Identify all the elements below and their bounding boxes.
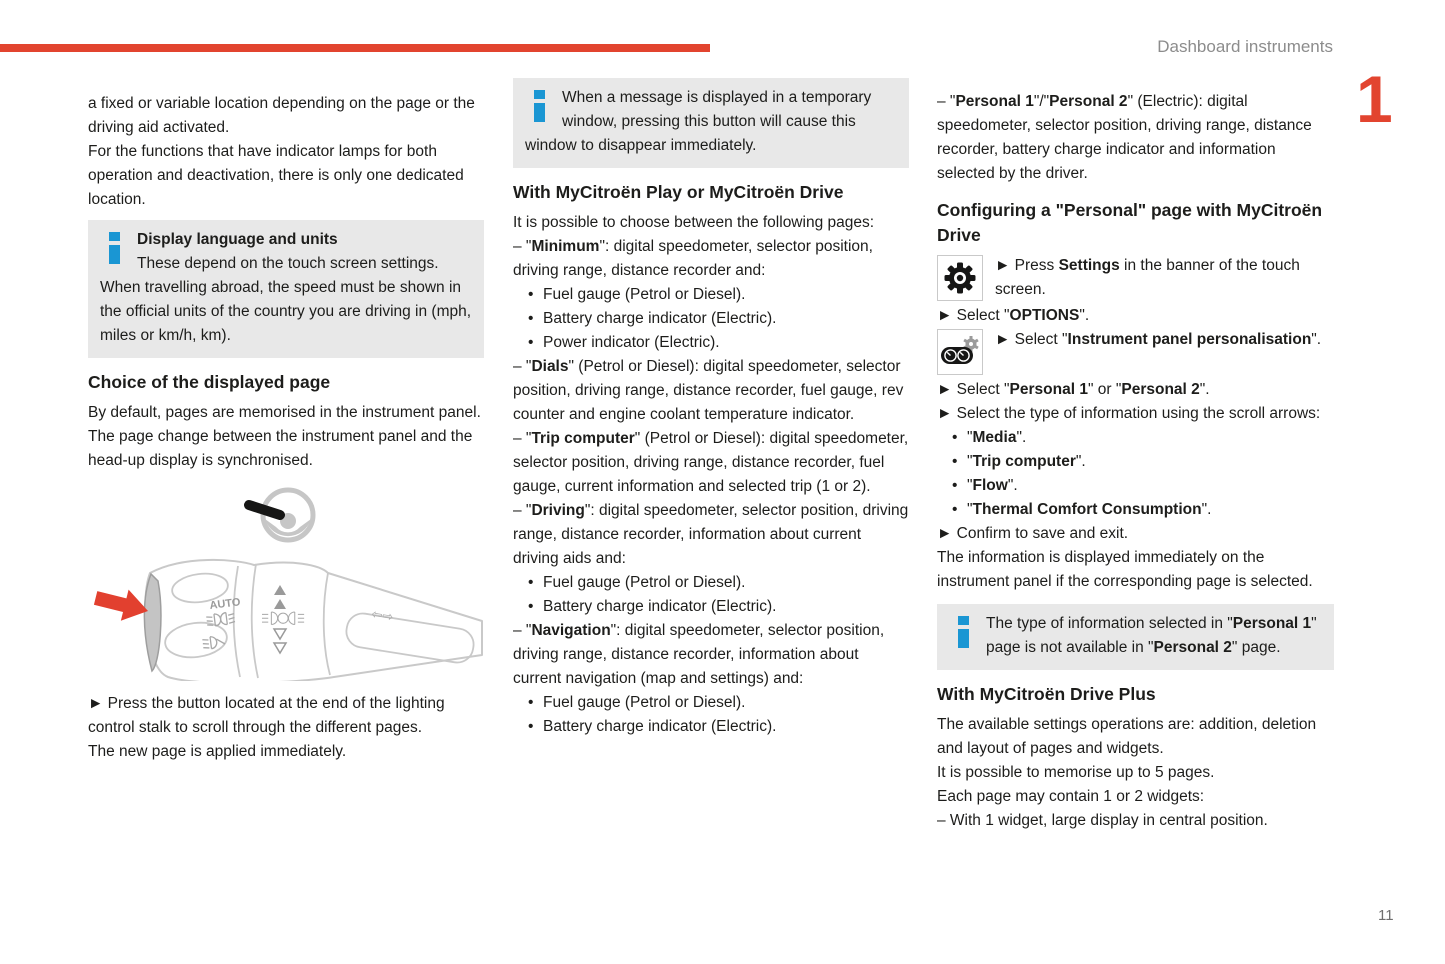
list-item: – "Driving": digital speedometer, selector position, driving range, distance recorder, information about current driving aids and:: [513, 502, 909, 567]
info-box-display-language: [88, 220, 484, 358]
paragraph: The new page is applied immediately.: [88, 743, 347, 760]
list-subitem: • Battery charge indicator (Electric).: [513, 595, 909, 619]
paragraph: – With 1 widget, large display in central position.: [937, 812, 1268, 829]
list-subitem: • Fuel gauge (Petrol or Diesel).: [513, 691, 909, 715]
list-subitem: • Battery charge indicator (Electric).: [513, 715, 909, 739]
instruction-step: ► Press the button located at the end of the lighting control stalk to scroll through the different pages.: [88, 695, 445, 736]
chapter-number: 1: [1356, 62, 1393, 136]
list-item: – "Minimum": digital speedometer, selector position, driving range, distance recorder and:: [513, 238, 873, 279]
instruction-step: ► Confirm to save and exit.: [937, 525, 1129, 542]
instruction-step: ► Select the type of information using the scroll arrows:: [937, 405, 1321, 422]
list-subitem: • "Trip computer".: [937, 450, 1334, 474]
list-subitem: • Fuel gauge (Petrol or Diesel).: [513, 283, 909, 307]
section-heading: With MyCitroën Play or MyCitroën Drive: [513, 182, 844, 202]
section-heading: With MyCitroën Drive Plus: [937, 684, 1156, 704]
steering-wheel-icon: [249, 490, 313, 540]
settings-gear-icon: [937, 255, 983, 301]
page-header-title: Dashboard instruments: [1157, 37, 1333, 56]
list-subitem: • "Media".: [937, 426, 1334, 450]
list-item: – "Trip computer" (Petrol or Diesel): digital speedometer, selector position, driving range, distance recorder, fuel gauge, current information and selected trip (1 or 2).: [513, 430, 909, 495]
lighting-stalk-illustration: [88, 483, 484, 686]
paragraph: It is possible to memorise up to 5 pages.: [937, 764, 1215, 781]
turn-indicator-glyph: ⇦⇨: [370, 606, 395, 625]
info-icon: [958, 616, 969, 648]
info-box-temporary-window: [513, 78, 909, 168]
list-subitem: • "Flow".: [937, 474, 1334, 498]
list-subitem: • "Thermal Comfort Consumption".: [937, 498, 1334, 522]
list-subitem: • Power indicator (Electric).: [513, 331, 909, 355]
section-heading: Configuring a "Personal" page with MyCitroën Drive: [937, 200, 1323, 245]
stalk-body: [144, 560, 482, 681]
paragraph: a fixed or variable location depending on the page or the driving aid activated.: [88, 95, 475, 136]
info-box-title: Display language and units: [137, 231, 338, 248]
paragraph: The available settings operations are: addition, deletion and layout of pages and widgets.: [937, 716, 1317, 757]
instruction-step: ► Select "Personal 1" or "Personal 2".: [937, 381, 1210, 398]
step-with-instrument-panel-icon: [937, 328, 1334, 378]
info-box-text: These depend on the touch screen settings.: [137, 255, 439, 272]
info-box-personal-pages: [937, 604, 1334, 670]
column-middle: [513, 78, 909, 739]
paragraph: Each page may contain 1 or 2 widgets:: [937, 788, 1205, 805]
page-number: 11: [1378, 907, 1394, 924]
paragraph: The information is displayed immediately on the instrument panel if the corresponding page is selected.: [937, 549, 1313, 590]
list-item: – "Personal 1"/"Personal 2" (Electric): digital speedometer, selector position, driving range, distance recorder, battery charge indicator and information selected by the driver.: [937, 93, 1312, 182]
column-right: [937, 90, 1334, 833]
info-icon: [109, 232, 120, 264]
list-subitem: • Battery charge indicator (Electric).: [513, 307, 909, 331]
instruction-step: ► Press Settings in the banner of the touch screen.: [995, 257, 1300, 298]
section-heading: Choice of the displayed page: [88, 372, 331, 392]
list-item: – "Navigation": digital speedometer, selector position, driving range, distance recorder, information about current navigation (map and settings) and:: [513, 622, 885, 687]
list-item: – "Dials" (Petrol or Diesel): digital speedometer, selector position, driving range, distance recorder, fuel gauge, rev counter and engine coolant temperature indicator.: [513, 358, 904, 423]
info-box-text: The type of information selected in "Personal 1" page is not available in "Personal 2" page.: [986, 615, 1317, 656]
step-with-settings-icon: [937, 254, 1334, 304]
red-arrow-pointer: [92, 582, 152, 626]
info-box-text: When a message is displayed in a temporary window, pressing this button will cause this window to disappear immediately.: [525, 89, 872, 154]
column-left: [88, 92, 484, 764]
paragraph: The page change between the instrument panel and the head-up display is synchronised.: [88, 428, 473, 469]
paragraph: It is possible to choose between the following pages:: [513, 214, 875, 231]
paragraph: For the functions that have indicator lamps for both operation and deactivation, there is only one dedicated location.: [88, 143, 464, 208]
list-subitem: • Fuel gauge (Petrol or Diesel).: [513, 571, 909, 595]
auto-mode-label: AUTO: [208, 596, 242, 612]
info-box-text: When travelling abroad, the speed must be shown in the official units of the country you are driving in (mph, miles or km/h, km).: [100, 279, 472, 344]
instrument-panel-personalisation-icon: [937, 329, 983, 375]
instruction-step: ► Select "OPTIONS".: [937, 307, 1090, 324]
info-icon: [534, 90, 545, 122]
accent-bar: [0, 44, 710, 52]
instruction-step: ► Select "Instrument panel personalisation".: [995, 331, 1322, 348]
paragraph: By default, pages are memorised in the instrument panel.: [88, 404, 481, 421]
